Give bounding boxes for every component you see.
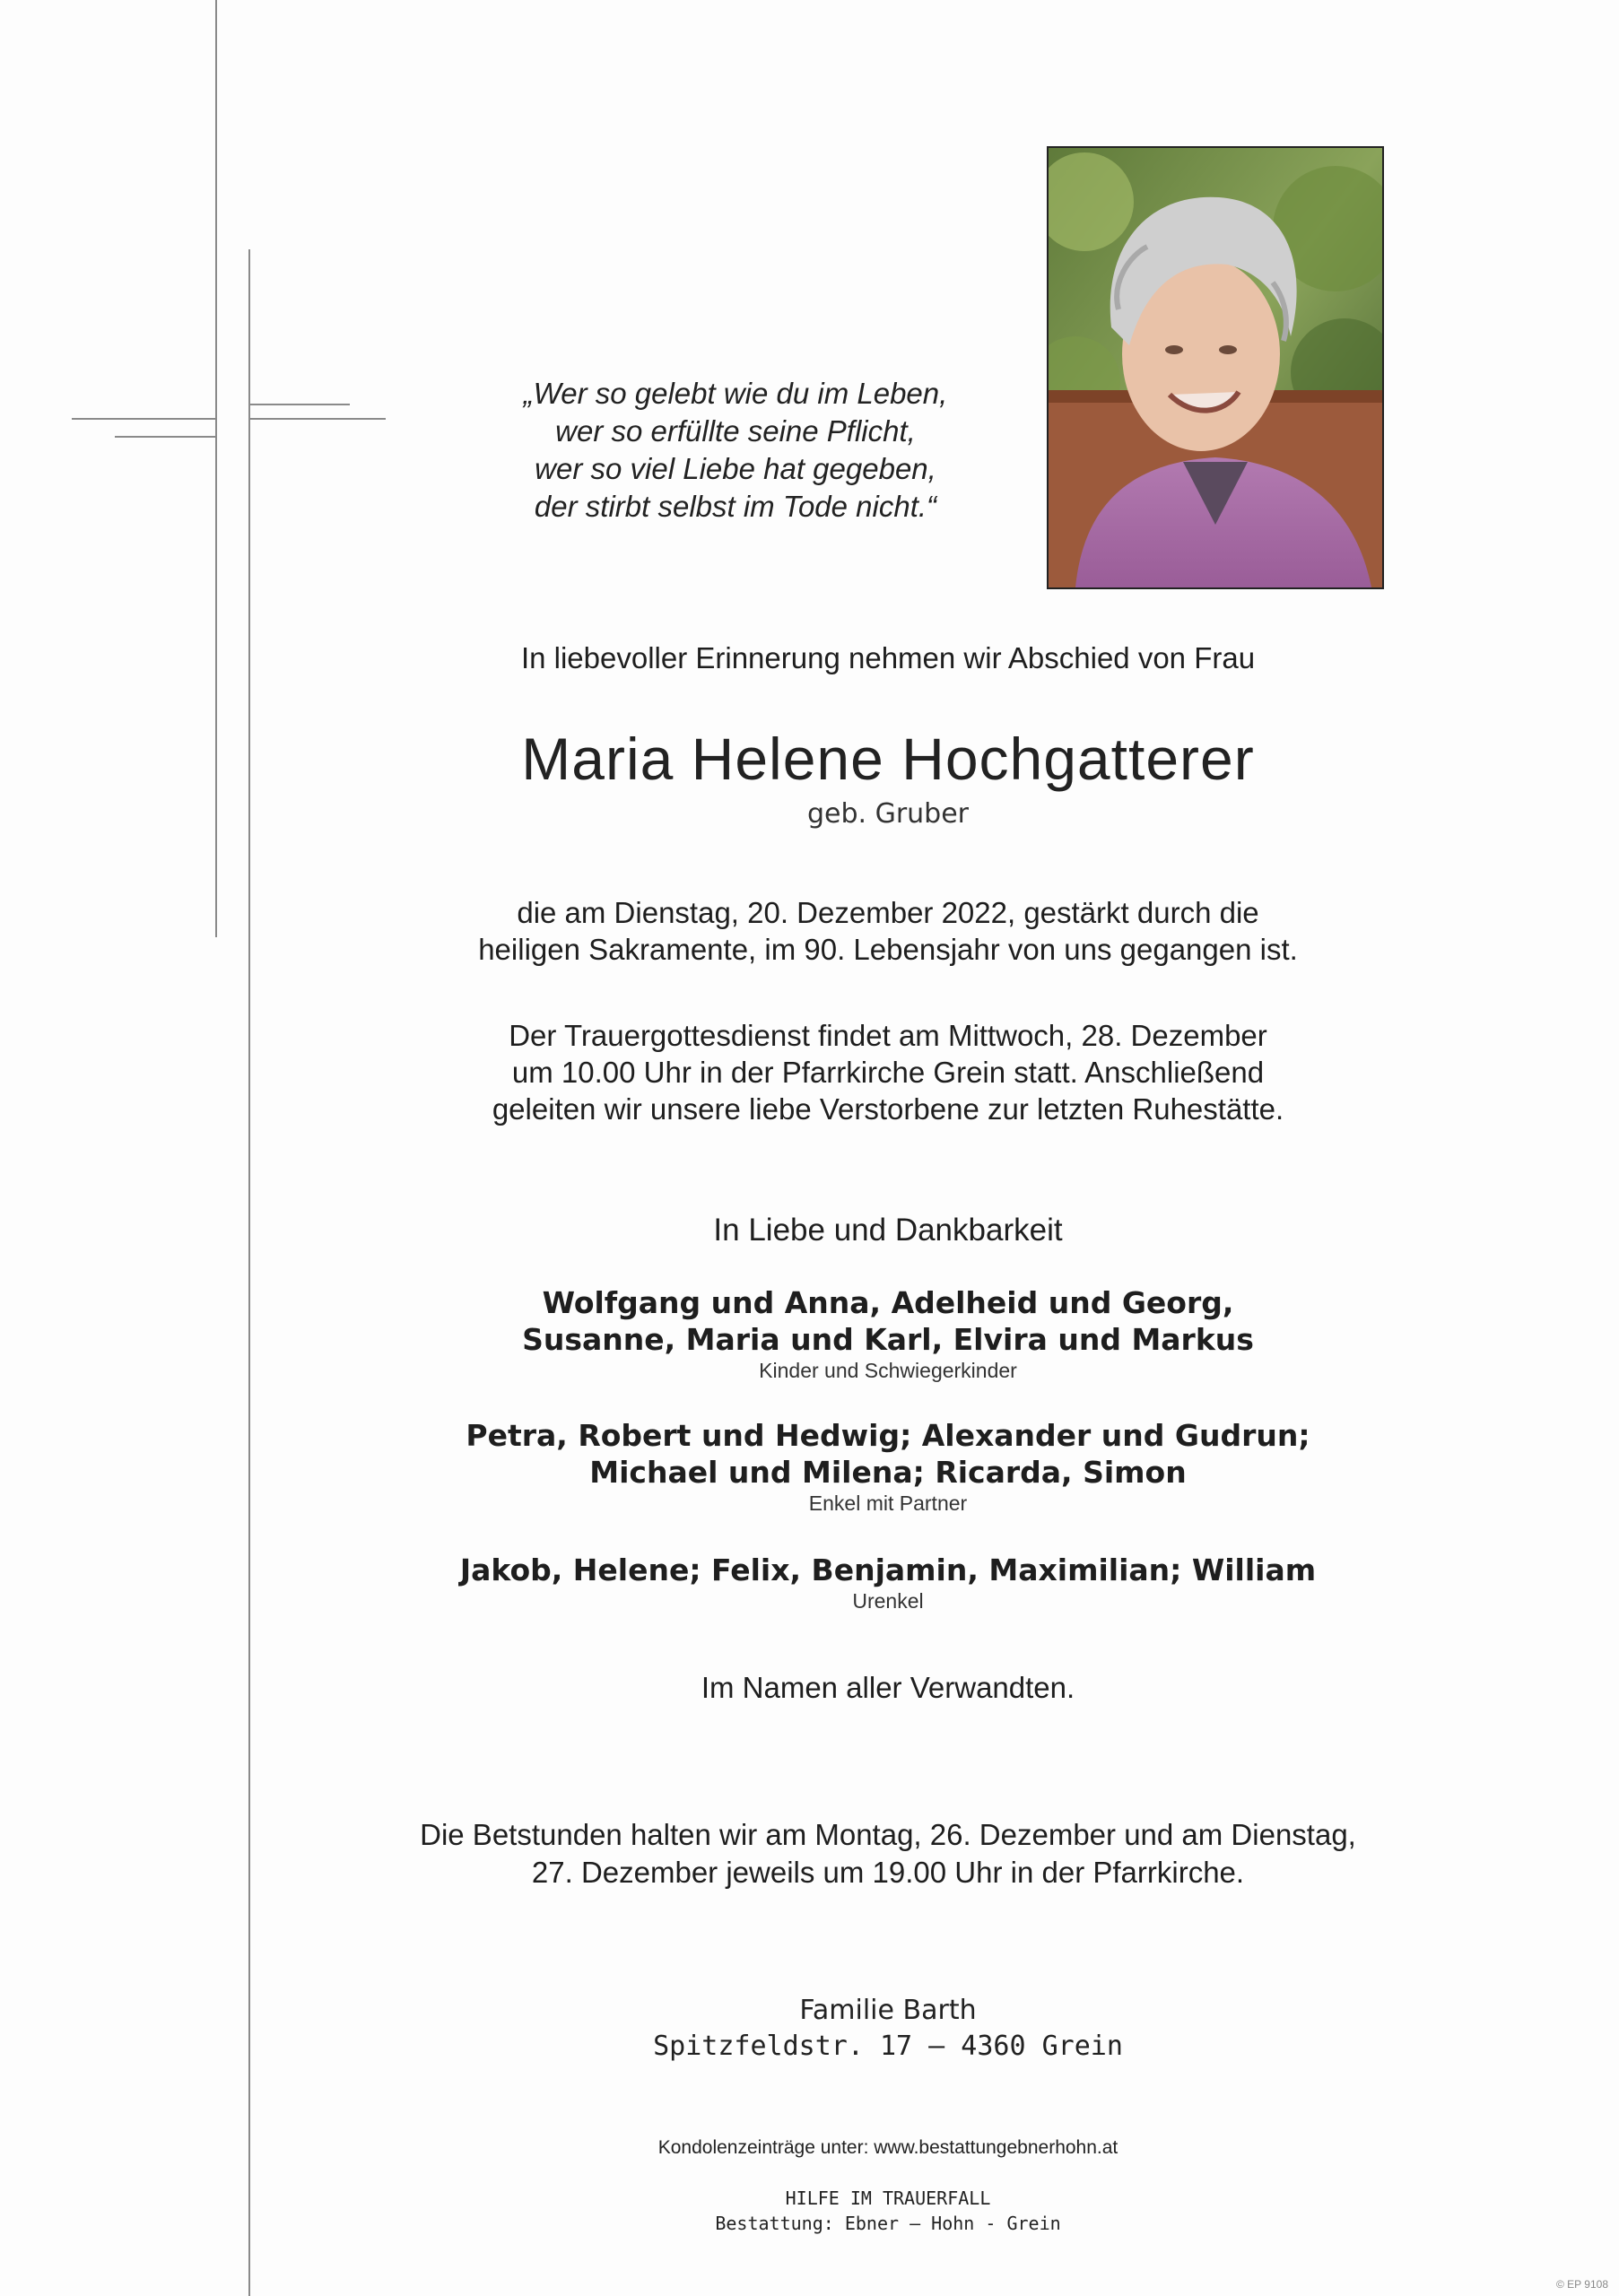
prayer-hours — [341, 1816, 1435, 1892]
funeral-home-name: Bestattung: Ebner – Hohn - Grein — [715, 2213, 1061, 2234]
funeral-home-tagline: HILFE IM TRAUERFALL — [785, 2187, 991, 2209]
mourner-role: Kinder und Schwiegerkinder — [759, 1359, 1017, 1382]
condolence-link[interactable]: Kondolenzeinträge unter: www.bestattungebnerhohn.at — [657, 2137, 1119, 2158]
funeral-home — [341, 2186, 1435, 2236]
contact-family: Familie Barth — [799, 1995, 977, 2026]
cross-horizontal-upper — [248, 404, 350, 405]
deceased-name: Maria Helene Hochgatterer — [521, 726, 1255, 792]
memorial-quote — [466, 375, 1005, 526]
quote-line: wer so viel Liebe hat gegeben, — [535, 452, 936, 485]
contact-street: Spitzfeldstr. 17 – 4360 Grein — [653, 2031, 1123, 2062]
mourner-names: Jakob, Helene; Felix, Benjamin, Maximilian; William — [459, 1552, 1317, 1587]
prayer-hours-line: 27. Dezember jeweils um 19.00 Uhr in der Pfarrkirche. — [531, 1856, 1245, 1889]
mourner-group-great-grandchildren — [341, 1552, 1435, 1588]
mourner-role: Enkel mit Partner — [808, 1492, 968, 1515]
death-notice-line: heiligen Sakramente, im 90. Lebensjahr von uns gegangen ist. — [478, 933, 1298, 966]
mourner-names: Michael und Milena; Ricarda, Simon — [589, 1455, 1187, 1490]
cross-horizontal-right — [248, 418, 386, 420]
mourner-group-children — [341, 1284, 1435, 1358]
mourner-group-grandchildren — [341, 1417, 1435, 1491]
intro-text: In liebevoller Erinnerung nehmen wir Abschied von Frau — [520, 641, 1256, 674]
thanks-heading: In Liebe und Dankbarkeit — [713, 1213, 1063, 1248]
portrait-photo — [1047, 146, 1384, 589]
cross-vertical-inner — [248, 249, 250, 2296]
service-line: geleiten wir unsere liebe Verstorbene zur letzten Ruhestätte. — [492, 1092, 1284, 1126]
quote-line: wer so erfüllte seine Pflicht, — [555, 414, 916, 448]
quote-line: „Wer so gelebt wie du im Leben, — [523, 377, 948, 410]
death-notice-line: die am Dienstag, 20. Dezember 2022, gestärkt durch die — [517, 896, 1259, 929]
portrait-icon — [1049, 148, 1382, 587]
service-line: um 10.00 Uhr in der Pfarrkirche Grein statt. Anschließend — [511, 1056, 1265, 1089]
service-notice — [341, 1017, 1435, 1127]
cross-vertical-outer — [215, 0, 217, 937]
quote-line: der stirbt selbst im Tode nicht.“ — [534, 490, 937, 523]
cross-horizontal-left — [72, 418, 215, 420]
mourner-names: Petra, Robert und Hedwig; Alexander und Gudrun; — [466, 1418, 1310, 1453]
cross-horizontal-lower — [115, 436, 215, 438]
contact-address — [341, 1993, 1435, 2065]
mourner-names: Wolfgang und Anna, Adelheid und Georg, — [542, 1285, 1234, 1320]
mourner-role: Urenkel — [852, 1589, 924, 1613]
death-notice — [341, 894, 1435, 968]
service-line: Der Trauergottesdienst findet am Mittwoch, 28. Dezember — [509, 1019, 1267, 1052]
mourner-names: Susanne, Maria und Karl, Elvira und Markus — [522, 1322, 1254, 1357]
print-code: © EP 9108 — [1556, 2278, 1608, 2291]
prayer-hours-line: Die Betstunden halten wir am Montag, 26. Dezember und am Dienstag, — [420, 1818, 1356, 1851]
relatives-note: Im Namen aller Verwandten. — [701, 1671, 1075, 1704]
maiden-name: geb. Gruber — [806, 798, 970, 830]
